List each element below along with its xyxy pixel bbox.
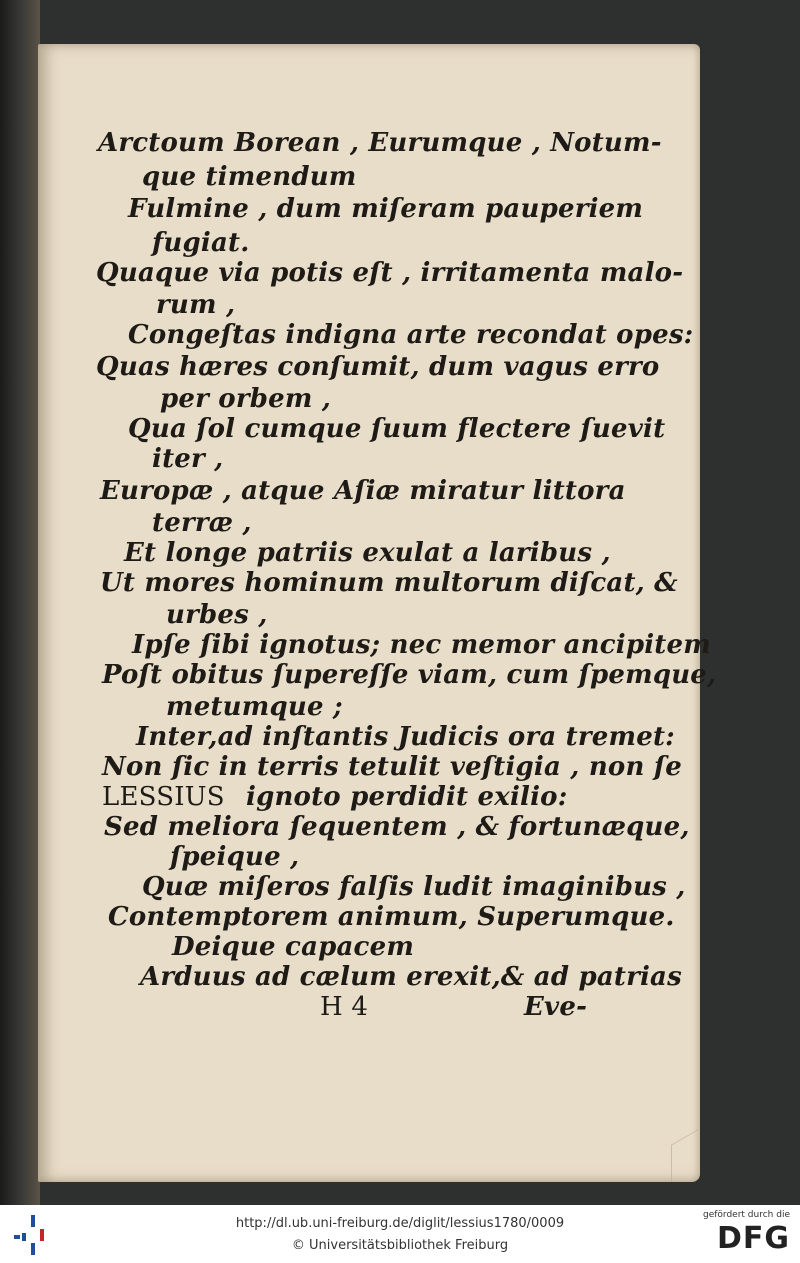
text-line: fugiat. — [152, 228, 250, 258]
text-line: Arduus ad cælum erexit,& ad patrias — [140, 962, 682, 992]
permalink-url[interactable]: http://dl.ub.uni-freiburg.de/diglit/lessius1780/0009 — [235, 1216, 565, 1231]
book-page — [38, 44, 717, 1182]
funder-tagline: gefördert durch die — [703, 1210, 790, 1220]
text-line: Poſt obitus ſupereſſe viam, cum ſpemque, — [102, 660, 717, 690]
text-line: Deique capacem — [172, 932, 415, 962]
text-line: Non ſic in terris tetulit veſtigia , non ſe — [102, 752, 682, 782]
text-line: Et longe patriis exulat a laribus , — [124, 538, 611, 568]
text-line: urbes , — [166, 600, 268, 630]
text-line: per orbem , — [160, 384, 332, 414]
text-line: terræ , — [152, 508, 252, 538]
text-line: que timendum — [142, 162, 357, 192]
signature-mark: H 4 — [320, 992, 369, 1022]
text-line: rum , — [156, 290, 236, 320]
text-line: Qua ſol cumque ſuum flectere ſuevit — [128, 414, 666, 444]
text-line: Quæ miſeros falſis ludit imaginibus , — [142, 872, 686, 902]
text-line: Quaque via potis eſt , irritamenta malo- — [96, 258, 684, 288]
catchword: Eve- — [524, 992, 588, 1022]
viewer-footer — [0, 1205, 800, 1263]
text-line: Sed meliora ſequentem , & fortunæque, — [104, 812, 690, 842]
text-line: Ipſe ſibi ignotus; nec memor ancipitem — [132, 630, 711, 660]
text-line: Contemptorem animum, Superumque. — [108, 902, 675, 932]
proper-name-lessius: LESSIUS — [102, 782, 225, 812]
text-line: Congeſtas indigna arte recondat opes: — [128, 320, 694, 350]
text-line: metumque ; — [166, 692, 343, 722]
text-line: iter , — [152, 444, 224, 474]
copyright-notice: © Universitätsbibliothek Freiburg — [291, 1238, 509, 1253]
text-line: Ut mores hominum multorum diſcat, & — [100, 568, 678, 598]
text-line: Inter,ad inſtantis Judicis ora tremet: — [136, 722, 675, 752]
text-line: Fulmine , dum miſeram pauperiem — [128, 194, 644, 224]
dfg-logo[interactable]: DFG — [716, 1221, 790, 1256]
text-line: Europæ , atque Aſiæ miratur littora — [100, 476, 626, 506]
text-line: Arctoum Borean , Eurumque , Notum- — [98, 128, 662, 158]
text-line: Quas hæres conſumit, dum vagus erro — [96, 352, 660, 382]
text-line: ignoto perdidit exilio: — [246, 782, 568, 812]
book-gutter — [0, 0, 40, 1205]
page-text — [38, 44, 717, 1182]
text-line: ſpeique , — [170, 842, 300, 872]
